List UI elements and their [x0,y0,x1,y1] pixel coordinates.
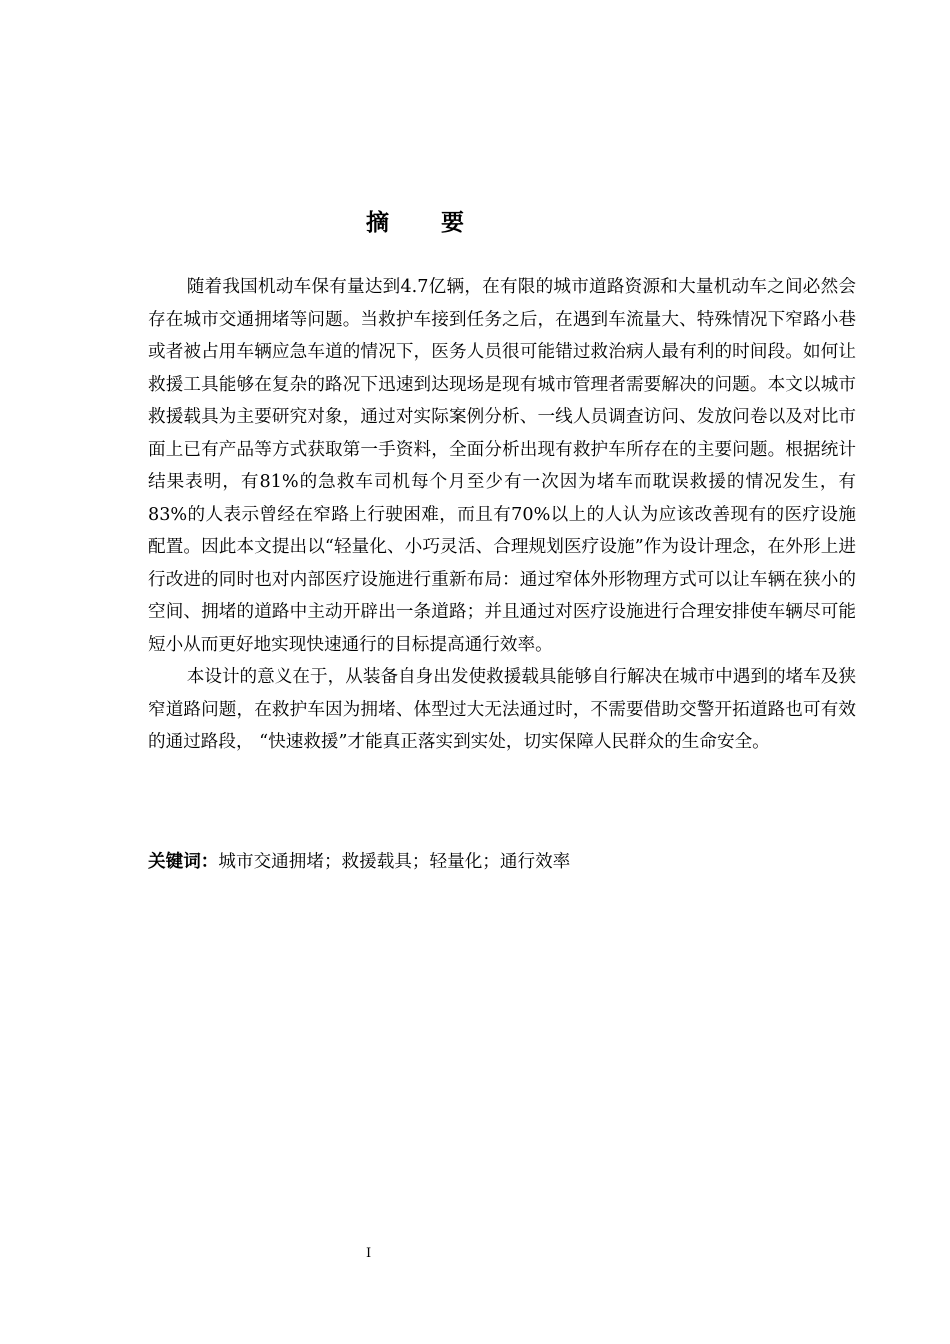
page-number: I [366,1246,372,1261]
abstract-paragraph-2: 本设计的意义在于，从装备自身出发使救援载具能够自行解决在城市中遇到的堵车及狭窄道路问题，在救护车因为拥堵、体型过大无法通过时，不需要借助交警开拓道路也可有效的通过路段， “快速救援”才能真正落实到实处，切实保障人民群众的生命安全。 [148,667,856,752]
abstract-title [0,204,830,237]
keywords-line [148,846,856,879]
keywords-text: 城市交通拥堵；救援载具；轻量化；通行效率 [218,852,571,872]
abstract-paragraph-1: 随着我国机动车保有量达到4.7亿辆，在有限的城市道路资源和大量机动车之间必然会存在城市交通拥堵等问题。当救护车接到任务之后，在遇到车流量大、特殊情况下窄路小巷或者被占用车辆应急车道的情况下，医务人员很可能错过救治病人最有利的时间段。如何让救援工具能够在复杂的路况下迅速到达现场是现有城市管理者需要解决的问题。本文以城市救援载具为主要研究对象，通过对实际案例分析、一线人员调查访问、发放问卷以及对比市面上已有产品等方式获取第一手资料，全面分析出现有救护车所存在的主要问题。根据统计结果表明，有81%的急救车司机每个月至少有一次因为堵车而耽误救援的情况发生，有83%的人表示曾经在窄路上行驶困难，而且有70%以上的人认为应该改善现有的医疗设施配置。因此本文提出以“轻量化、小巧灵活、合理规划医疗设施”作为设计理念，在外形上进行改进的同时也对内部医疗设施进行重新布局：通过窄体外形物理方式可以让车辆在狭小的空间、拥堵的道路中主动开辟出一条道路；并且通过对医疗设施进行合理安排使车辆尽可能短小从而更好地实现快速通行的目标提高通行效率。 [148,277,856,655]
abstract-title-char-1: 摘 [366,210,389,236]
abstract-body [148,271,856,759]
keywords-label: 关键词： [148,852,219,872]
abstract-title-char-2: 要 [441,210,464,236]
